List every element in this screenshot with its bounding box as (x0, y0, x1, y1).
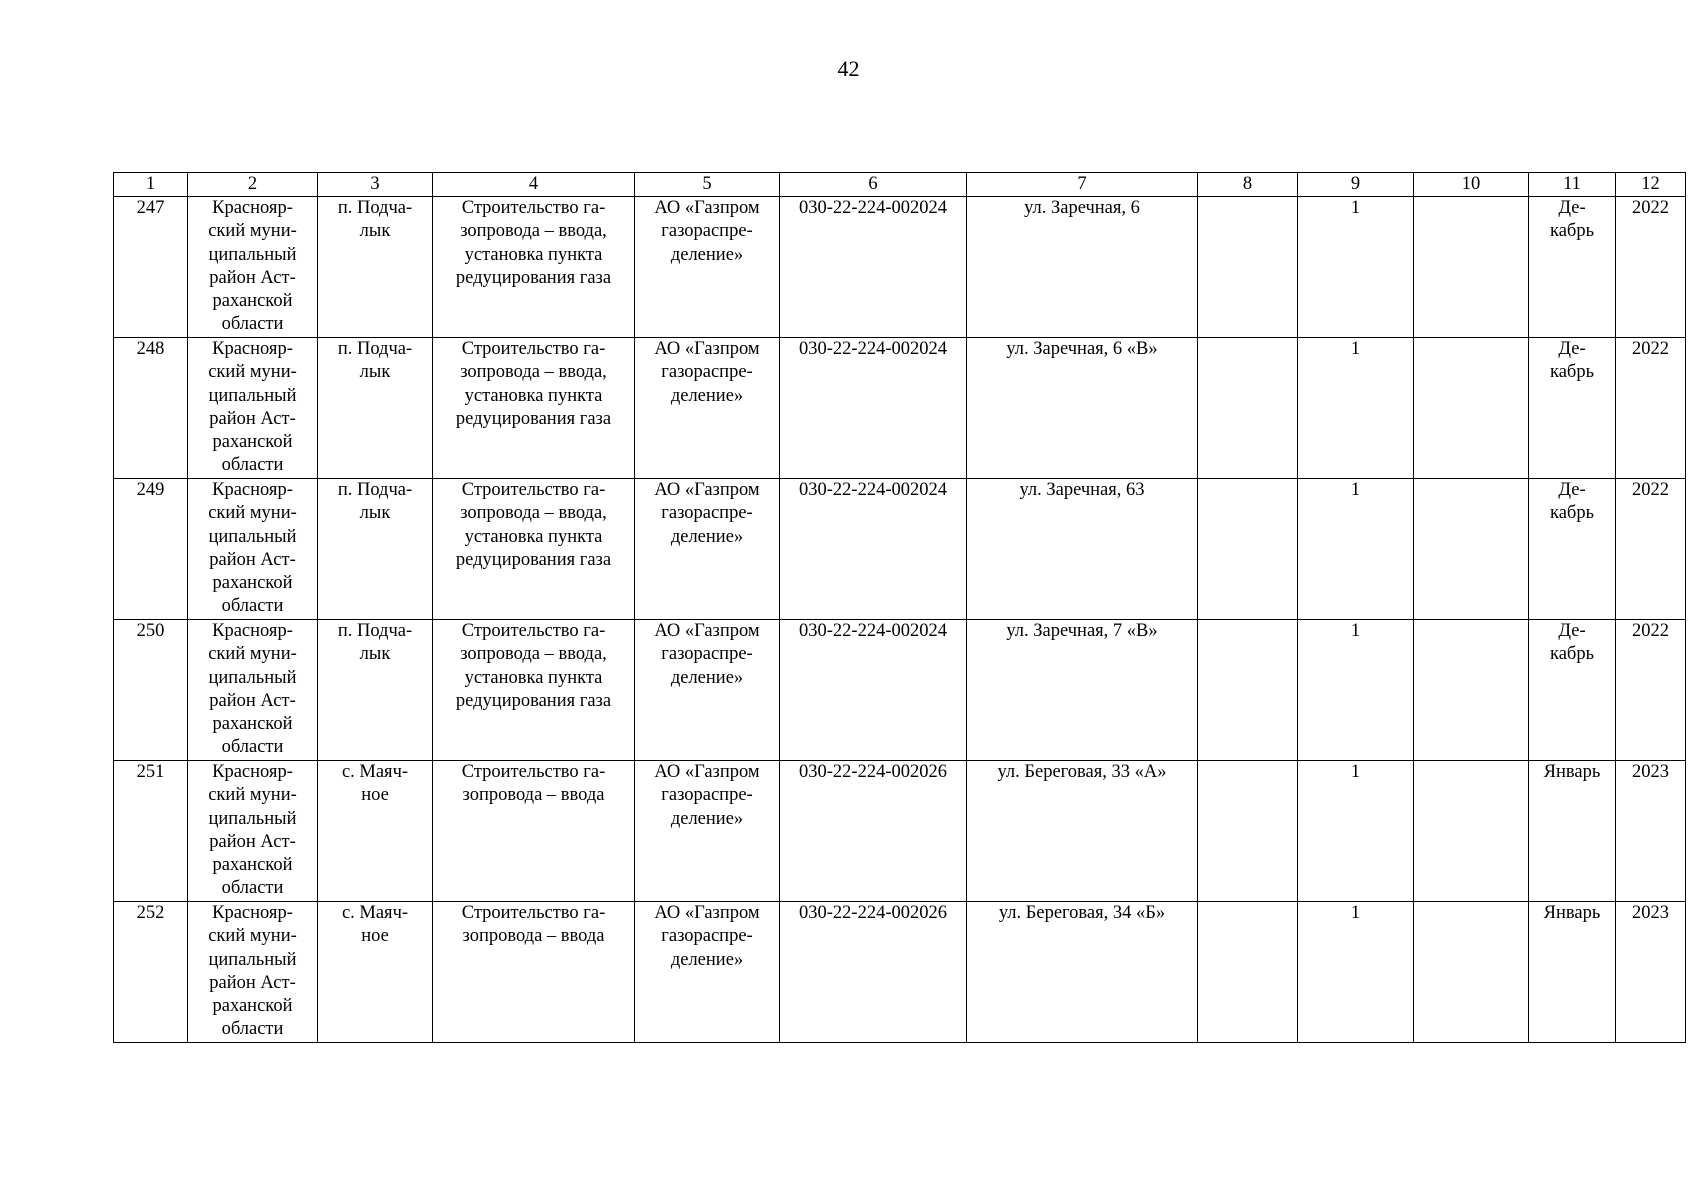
table-cell (1616, 620, 1686, 761)
table-cell (1529, 338, 1616, 479)
table-cell (780, 761, 967, 902)
column-header: 12 (1616, 173, 1686, 197)
cell-text: АО «Газпром газораспре- деление» (654, 903, 760, 970)
cell-text: 1 (1350, 339, 1361, 359)
cell-text: 2023 (1632, 762, 1669, 782)
table-row (114, 197, 1686, 338)
table-cell (967, 197, 1198, 338)
cell-text: 2022 (1632, 621, 1669, 641)
table-cell (1616, 761, 1686, 902)
table-row (114, 902, 1686, 1043)
table-cell (1616, 338, 1686, 479)
table-cell (1414, 197, 1529, 338)
table-cell (318, 902, 433, 1043)
table-cell (635, 902, 780, 1043)
table-cell (780, 197, 967, 338)
table-cell (967, 761, 1198, 902)
cell-text: 249 (136, 480, 165, 500)
table-cell (188, 479, 318, 620)
cell-text: 030-22-224-002024 (799, 339, 947, 359)
column-header: 7 (967, 173, 1198, 197)
cell-text: 1 (1350, 198, 1361, 218)
table-cell (967, 620, 1198, 761)
table-cell (114, 902, 188, 1043)
table-cell (433, 197, 635, 338)
column-header: 3 (318, 173, 433, 197)
cell-text: АО «Газпром газораспре- деление» (654, 198, 760, 265)
table-cell (1298, 902, 1414, 1043)
cell-text: ул. Заречная, 6 (1024, 198, 1140, 218)
cell-text: Де- кабрь (1549, 198, 1595, 242)
table-cell (114, 620, 188, 761)
table-cell (1298, 338, 1414, 479)
cell-text: Де- кабрь (1549, 339, 1595, 383)
table-cell (1414, 479, 1529, 620)
table-cell (635, 620, 780, 761)
table-cell (318, 479, 433, 620)
cell-text: 251 (136, 762, 165, 782)
table-cell (1198, 479, 1298, 620)
table-cell (433, 338, 635, 479)
table-cell (967, 479, 1198, 620)
cell-text: с. Маяч- ное (341, 903, 409, 947)
cell-text: п. Подча- лык (337, 480, 413, 524)
cell-text: АО «Газпром газораспре- деление» (654, 339, 760, 406)
table-cell (780, 338, 967, 479)
table-row (114, 620, 1686, 761)
cell-text: 252 (136, 903, 165, 923)
table-cell (1414, 620, 1529, 761)
cell-text: АО «Газпром газораспре- деление» (654, 480, 760, 547)
cell-text: с. Маяч- ное (341, 762, 409, 806)
cell-text: Строительство га- зопровода – ввода, установка пункта редуцирования газа (455, 339, 612, 429)
table-cell (188, 620, 318, 761)
table-cell (433, 902, 635, 1043)
cell-text: ул. Береговая, 33 «А» (997, 762, 1167, 782)
table-cell (188, 761, 318, 902)
table-cell (635, 338, 780, 479)
table-cell (1298, 761, 1414, 902)
cell-text: Строительство га- зопровода – ввода, установка пункта редуцирования газа (455, 621, 612, 711)
table-cell (780, 902, 967, 1043)
column-header: 8 (1198, 173, 1298, 197)
table-cell (114, 197, 188, 338)
cell-text: Краснояр- ский муни- ципальный район Аст- раханской области (208, 339, 297, 476)
table-cell (114, 479, 188, 620)
table-cell (1414, 902, 1529, 1043)
table-cell (1414, 761, 1529, 902)
cell-text: Январь (1543, 903, 1601, 923)
cell-text: 2022 (1632, 480, 1669, 500)
cell-text: 030-22-224-002026 (799, 762, 947, 782)
table-cell (1198, 620, 1298, 761)
cell-text: ул. Заречная, 7 «В» (1006, 621, 1158, 641)
data-table (113, 172, 1686, 1043)
table-row (114, 761, 1686, 902)
column-header: 11 (1529, 173, 1616, 197)
table-cell (433, 761, 635, 902)
column-header: 9 (1298, 173, 1414, 197)
table-cell (780, 479, 967, 620)
cell-text: Строительство га- зопровода – ввода (461, 762, 606, 806)
cell-text: Строительство га- зопровода – ввода (461, 903, 606, 947)
cell-text: 2023 (1632, 903, 1669, 923)
table-cell (1298, 479, 1414, 620)
table-cell (188, 902, 318, 1043)
cell-text: Де- кабрь (1549, 621, 1595, 665)
cell-text: Де- кабрь (1549, 480, 1595, 524)
cell-text: Краснояр- ский муни- ципальный район Аст- раханской области (208, 762, 297, 899)
table-cell (188, 338, 318, 479)
cell-text: 250 (136, 621, 165, 641)
cell-text: ул. Береговая, 34 «Б» (998, 903, 1166, 923)
cell-text: АО «Газпром газораспре- деление» (654, 621, 760, 688)
table-cell (1529, 479, 1616, 620)
cell-text: 030-22-224-002024 (799, 480, 947, 500)
table-cell (1616, 197, 1686, 338)
table-cell (635, 197, 780, 338)
table-cell (1529, 902, 1616, 1043)
cell-text: 1 (1350, 480, 1361, 500)
table-cell (318, 761, 433, 902)
table-cell (1298, 197, 1414, 338)
cell-text: 030-22-224-002024 (799, 198, 947, 218)
cell-text: Краснояр- ский муни- ципальный район Аст- раханской области (208, 621, 297, 758)
table-cell (318, 338, 433, 479)
cell-text: 2022 (1632, 198, 1669, 218)
table-cell (1529, 620, 1616, 761)
table-cell (635, 761, 780, 902)
table-row (114, 479, 1686, 620)
table-cell (114, 338, 188, 479)
cell-text: п. Подча- лык (337, 621, 413, 665)
cell-text: 1 (1350, 903, 1361, 923)
table-cell (967, 902, 1198, 1043)
cell-text: Строительство га- зопровода – ввода, установка пункта редуцирования газа (455, 480, 612, 570)
table-cell (318, 197, 433, 338)
cell-text: ул. Заречная, 6 «В» (1006, 339, 1158, 359)
cell-text: 2022 (1632, 339, 1669, 359)
table-cell (1529, 761, 1616, 902)
cell-text: ул. Заречная, 63 (1019, 480, 1145, 500)
column-header: 4 (433, 173, 635, 197)
column-header: 2 (188, 173, 318, 197)
table-cell (780, 620, 967, 761)
table-row (114, 338, 1686, 479)
cell-text: 030-22-224-002024 (799, 621, 947, 641)
page-number: 42 (837, 56, 860, 81)
cell-text: 1 (1350, 762, 1361, 782)
table-cell (1198, 761, 1298, 902)
column-header: 6 (780, 173, 967, 197)
cell-text: Краснояр- ский муни- ципальный район Аст- раханской области (208, 903, 297, 1040)
table-cell (1616, 902, 1686, 1043)
cell-text: Краснояр- ский муни- ципальный район Аст- раханской области (208, 198, 297, 335)
cell-text: АО «Газпром газораспре- деление» (654, 762, 760, 829)
cell-text: 1 (1350, 621, 1361, 641)
table-cell (635, 479, 780, 620)
table-header-row (114, 173, 1686, 197)
table-cell (114, 761, 188, 902)
cell-text: 030-22-224-002026 (799, 903, 947, 923)
cell-text: Строительство га- зопровода – ввода, установка пункта редуцирования газа (455, 198, 612, 288)
table-cell (318, 620, 433, 761)
table-cell (1616, 479, 1686, 620)
cell-text: п. Подча- лык (337, 198, 413, 242)
table-cell (1198, 338, 1298, 479)
column-header: 5 (635, 173, 780, 197)
cell-text: 248 (136, 339, 165, 359)
table-cell (1529, 197, 1616, 338)
table-cell (188, 197, 318, 338)
table-cell (967, 338, 1198, 479)
cell-text: Январь (1543, 762, 1601, 782)
cell-text: п. Подча- лык (337, 339, 413, 383)
table-cell (1198, 902, 1298, 1043)
table-cell (1414, 338, 1529, 479)
cell-text: Краснояр- ский муни- ципальный район Аст- раханской области (208, 480, 297, 617)
table-cell (433, 620, 635, 761)
table-cell (433, 479, 635, 620)
column-header: 1 (114, 173, 188, 197)
column-header: 10 (1414, 173, 1529, 197)
table-cell (1198, 197, 1298, 338)
table-cell (1298, 620, 1414, 761)
cell-text: 247 (136, 198, 165, 218)
